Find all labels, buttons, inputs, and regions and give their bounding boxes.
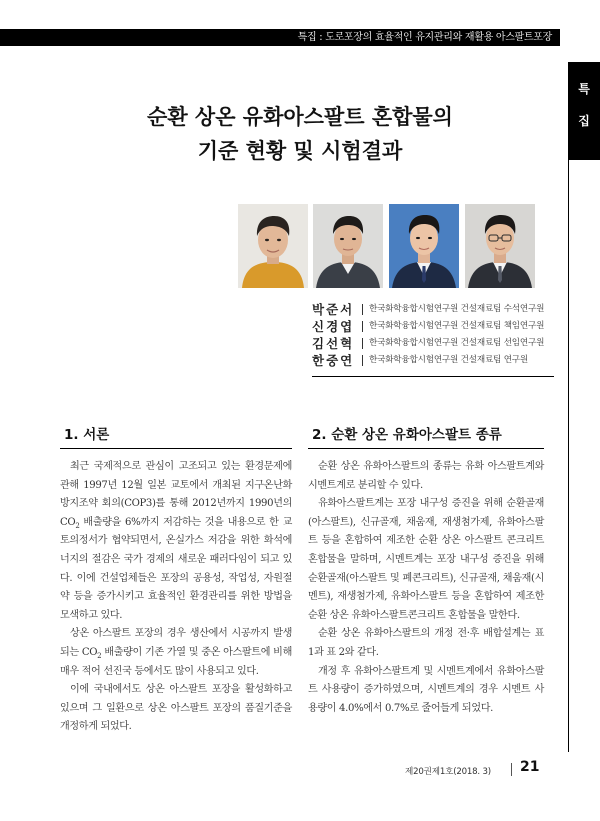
section-tab (568, 62, 600, 160)
author-divider-rule (312, 376, 554, 377)
author-divider (362, 321, 363, 332)
series-title: 특집 : 도로포장의 효율적인 유지관리와 재활용 아스팔트포장 (297, 32, 552, 43)
author-photo-1 (238, 204, 308, 288)
author-divider (362, 338, 363, 349)
paragraph: 최근 국제적으로 관심이 고조되고 있는 환경문제에 관해 1997년 12월 일본 교토에서 개최된 지구온난화 방지조약 회의(COP3)를 통해 2012년까지 1990년의 $CO_2$ 배출량을 6%까지 저감하는 것을 내용으로 한 교토의정서가 협약되면서, 온실가스 저감을 위한 화석에너지의 절감은 국가 경제의 새로운 패러다임이 되고 있다. 이에 건설업체들은 포장의 공용성, 작업성, 자원절약 등을 증가시키고 효율적인 환경관리를 위한 방법을 모색하고 있다. (60, 461, 292, 621)
header-bar (0, 29, 560, 46)
paragraph: 상온 아스팔트 포장의 경우 생산에서 시공까지 발생되는 $CO_2$ 배출량이 기존 가열 및 중온 아스팔트에 비해 매우 적어 선진국 등에서도 많이 사용되고 있다. (60, 628, 292, 677)
issue-info: 제20권제1호(2018. 3) (405, 767, 491, 777)
paragraph: 순환 상온 유화아스팔트의 개정 전·후 배합설계는 표 1과 표 2와 같다. (308, 628, 544, 658)
section-tab-char-2: 집 (578, 114, 590, 128)
author-name: 한중연 (312, 353, 355, 368)
author-name: 박준서 (312, 302, 355, 317)
article-title-line-2: 기준 현황 및 시험결과 (197, 139, 403, 163)
paragraph: 순환 상온 유화아스팔트의 종류는 유화 아스팔트계와 시멘트계로 분리할 수 있다. (308, 461, 544, 491)
footer-divider (511, 763, 512, 776)
margin-rule (568, 160, 569, 752)
author-name: 신경엽 (312, 319, 355, 334)
author-affiliation: 한국화학융합시험연구원 건설재료팀 연구원 (369, 355, 528, 365)
section-heading-types: 2. 순환 상온 유화아스팔트 종류 (312, 427, 502, 443)
article-title (60, 100, 540, 168)
column-left (60, 458, 292, 737)
author-name: 김선혁 (312, 336, 355, 351)
paragraph: 개정 후 유화아스팔트계 및 시멘트계에서 유화아스팔트 사용량이 증가하였으며, 시멘트계의 경우 시멘트 사용량이 4.0%에서 0.7%로 줄어들게 되었다. (308, 665, 544, 714)
section-rule-intro (60, 448, 292, 449)
paragraph: 이에 국내에서도 상온 아스팔트 포장을 활성화하고 있으며 그 일환으로 상온 아스팔트 포장의 품질기준을 개정하게 되었다. (60, 684, 292, 733)
section-tab-char-1: 특 (578, 82, 590, 96)
author-affiliation: 한국화학융합시험연구원 건설재료팀 책임연구원 (369, 321, 545, 331)
author-affiliation: 한국화학융합시험연구원 건설재료팀 선임연구원 (369, 338, 545, 348)
author-photo-3 (389, 204, 459, 288)
author-affiliation: 한국화학융합시험연구원 건설재료팀 수석연구원 (369, 304, 545, 314)
author-divider (362, 355, 363, 366)
author-photo-4 (465, 204, 535, 288)
paragraph: 유화아스팔트계는 포장 내구성 증진을 위해 순환골재(아스팔트), 신규골재, 채움재, 재생첨가제, 유화아스팔트 등을 혼합하여 제조한 순환 상온 아스팔트 콘크리트 혼합물을 말하며, 시멘트계는 포장 내구성 증진을 위해 순환골재(아스팔트 및 폐콘크리트), 신규골재, 채움재(시멘트), 재생첨가제, 유화아스팔트 등을 혼합하여 제조한 순환 상온 유화아스팔트콘크리트 혼합물을 말한다. (308, 498, 544, 621)
author-divider (362, 304, 363, 315)
column-right (308, 458, 544, 718)
article-title-line-1: 순환 상온 유화아스팔트 혼합물의 (147, 105, 453, 129)
author-photo-2 (313, 204, 383, 288)
page-number: 21 (520, 759, 540, 775)
section-rule-types (308, 448, 544, 449)
section-heading-intro: 1. 서론 (64, 427, 110, 443)
